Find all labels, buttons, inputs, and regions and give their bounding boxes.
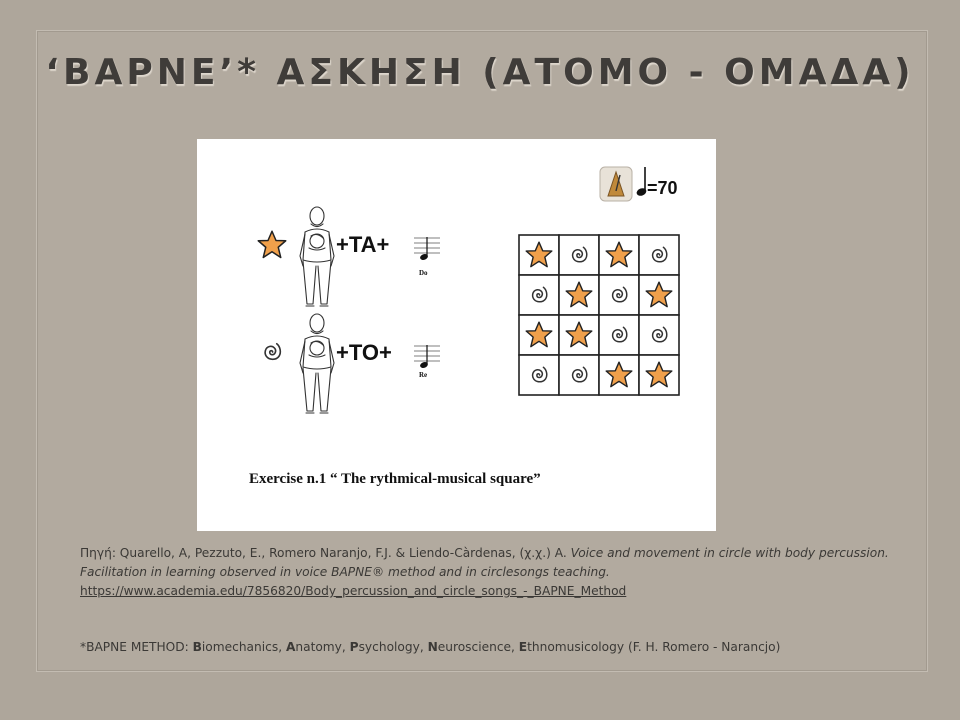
- source-title: Voice and movement in circle with body percussion. Facilitation in learning observed in voice BAPNE® method and in circlesongs teaching.: [80, 546, 889, 579]
- source-prefix: Πηγή: Quarello, A, Pezzuto, E., Romero Naranjo, F.J. & Liendo-Càrdenas, (χ.χ.) A.: [80, 546, 571, 560]
- row2-note-label: Re: [419, 371, 428, 379]
- tempo-label: =70: [647, 178, 678, 198]
- footnote-word: sychology,: [358, 640, 428, 654]
- note-re-icon: [414, 345, 440, 369]
- footnote-prefix: *BAPNE METHOD:: [80, 640, 193, 654]
- quarter-note-icon: [636, 167, 648, 197]
- person-figure-to: [300, 314, 334, 413]
- footnote-initial: A: [285, 640, 296, 654]
- row2-syllable: +TO+: [336, 340, 392, 365]
- slide-title: ‘BAPNE’* ΑΣΚΗΣΗ (ΑΤΟΜΟ - ΟΜΑΔΑ): [45, 52, 915, 93]
- person-figure-ta: [300, 207, 334, 306]
- footnote-word: thnomusicology (F. H. Romero - Narancjo): [527, 640, 781, 654]
- note-do-icon: [414, 237, 440, 261]
- star-icon: [258, 231, 286, 257]
- footnote-initial: E: [518, 640, 528, 654]
- footnote-word: iomechanics,: [201, 640, 286, 654]
- footnote-initial: B: [192, 640, 202, 654]
- source-citation: [80, 544, 890, 601]
- metronome-icon: [600, 167, 632, 201]
- row1-syllable: +TA+: [336, 232, 390, 257]
- footnote-word: euroscience,: [437, 640, 519, 654]
- row1-note-label: Do: [419, 269, 428, 277]
- footnote-initial: P: [349, 640, 359, 654]
- exercise-figure: [197, 139, 716, 531]
- spiral-icon: [265, 344, 280, 360]
- bapne-footnote: [80, 640, 900, 654]
- exercise-caption: Exercise n.1 “ The rythmical-musical square”: [249, 471, 541, 487]
- source-url-link[interactable]: https://www.academia.edu/7856820/Body_percussion_and_circle_songs_-_BAPNE_Method: [80, 584, 627, 598]
- footnote-initial: N: [427, 640, 438, 654]
- footnote-word: natomy,: [295, 640, 350, 654]
- rhythmic-square-grid: [519, 235, 679, 395]
